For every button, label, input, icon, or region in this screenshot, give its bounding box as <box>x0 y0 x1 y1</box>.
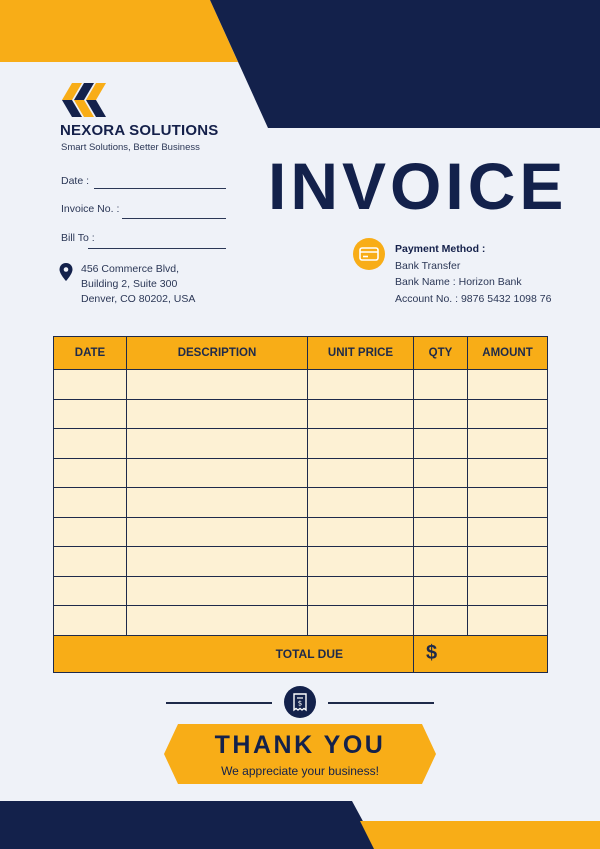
cell-unit-price[interactable] <box>308 399 414 429</box>
cell-date[interactable] <box>54 488 127 518</box>
cell-description[interactable] <box>127 606 308 636</box>
cell-amount[interactable] <box>468 399 548 429</box>
cell-amount[interactable] <box>468 606 548 636</box>
cell-date[interactable] <box>54 576 127 606</box>
cell-date[interactable] <box>54 458 127 488</box>
cell-date[interactable] <box>54 370 127 400</box>
cell-unit-price[interactable] <box>308 547 414 577</box>
table-row <box>54 370 548 400</box>
cell-description[interactable] <box>127 399 308 429</box>
cell-amount[interactable] <box>468 488 548 518</box>
address-line-2: Building 2, Suite 300 <box>81 278 178 290</box>
table-row <box>54 517 548 547</box>
cell-qty[interactable] <box>414 399 468 429</box>
cell-unit-price[interactable] <box>308 517 414 547</box>
cell-qty[interactable] <box>414 370 468 400</box>
cell-qty[interactable] <box>414 547 468 577</box>
bank-name: Bank Name : Horizon Bank <box>395 276 522 288</box>
total-due-label: TOTAL DUE <box>54 635 414 672</box>
cell-amount[interactable] <box>468 429 548 459</box>
bill-to-label: Bill To : <box>61 232 95 244</box>
cell-unit-price[interactable] <box>308 429 414 459</box>
thank-you-subtitle: We appreciate your business! <box>221 764 379 778</box>
total-due-value[interactable]: $ <box>414 635 548 672</box>
cell-amount[interactable] <box>468 458 548 488</box>
bill-to-field[interactable] <box>88 248 226 249</box>
address-line-1: 456 Commerce Blvd, <box>81 263 180 275</box>
column-header-date: DATE <box>54 337 127 370</box>
divider-right <box>328 702 434 704</box>
company-address <box>81 262 195 307</box>
divider-left <box>166 702 272 704</box>
column-header-unit-price: UNIT PRICE <box>308 337 414 370</box>
cell-date[interactable] <box>54 399 127 429</box>
cell-description[interactable] <box>127 370 308 400</box>
company-tagline: Smart Solutions, Better Business <box>61 142 200 153</box>
cell-description[interactable] <box>127 429 308 459</box>
table-row <box>54 488 548 518</box>
address-line-3: Denver, CO 80202, USA <box>81 293 196 305</box>
cell-unit-price[interactable] <box>308 488 414 518</box>
cell-description[interactable] <box>127 458 308 488</box>
receipt-icon <box>284 686 316 718</box>
payment-method-heading: Payment Method : <box>395 243 486 255</box>
table-header-row <box>54 337 548 370</box>
cell-date[interactable] <box>54 429 127 459</box>
table-row <box>54 547 548 577</box>
cell-unit-price[interactable] <box>308 606 414 636</box>
invoice-items-table <box>53 336 548 673</box>
cell-qty[interactable] <box>414 458 468 488</box>
cell-unit-price[interactable] <box>308 576 414 606</box>
date-label: Date : <box>61 175 90 187</box>
total-row <box>54 635 548 672</box>
cell-qty[interactable] <box>414 517 468 547</box>
table-row <box>54 399 548 429</box>
date-field[interactable] <box>94 188 226 189</box>
cell-date[interactable] <box>54 517 127 547</box>
invoice-title: INVOICE <box>268 149 568 223</box>
cell-amount[interactable] <box>468 370 548 400</box>
svg-text:$: $ <box>297 699 303 708</box>
thank-you-title: THANK YOU <box>214 731 386 759</box>
table-row <box>54 576 548 606</box>
column-header-amount: AMOUNT <box>468 337 548 370</box>
account-number: Account No. : 9876 5432 1098 76 <box>395 293 552 305</box>
cell-qty[interactable] <box>414 429 468 459</box>
cell-description[interactable] <box>127 517 308 547</box>
table-row <box>54 458 548 488</box>
column-header-description: DESCRIPTION <box>127 337 308 370</box>
cell-description[interactable] <box>127 576 308 606</box>
cell-date[interactable] <box>54 606 127 636</box>
invoice-number-label: Invoice No. : <box>61 203 120 215</box>
column-header-qty: QTY <box>414 337 468 370</box>
invoice-number-field[interactable] <box>122 218 226 219</box>
cell-amount[interactable] <box>468 576 548 606</box>
payment-method-value: Bank Transfer <box>395 260 461 272</box>
cell-qty[interactable] <box>414 606 468 636</box>
cell-qty[interactable] <box>414 576 468 606</box>
location-pin-icon <box>59 263 73 281</box>
cell-unit-price[interactable] <box>308 370 414 400</box>
cell-date[interactable] <box>54 547 127 577</box>
payment-card-icon <box>353 238 385 270</box>
cell-amount[interactable] <box>468 547 548 577</box>
cell-qty[interactable] <box>414 488 468 518</box>
table-row <box>54 429 548 459</box>
cell-description[interactable] <box>127 547 308 577</box>
cell-unit-price[interactable] <box>308 458 414 488</box>
company-logo-icon <box>60 80 108 120</box>
cell-description[interactable] <box>127 488 308 518</box>
cell-amount[interactable] <box>468 517 548 547</box>
table-row <box>54 606 548 636</box>
company-name: NEXORA SOLUTIONS <box>60 122 219 139</box>
